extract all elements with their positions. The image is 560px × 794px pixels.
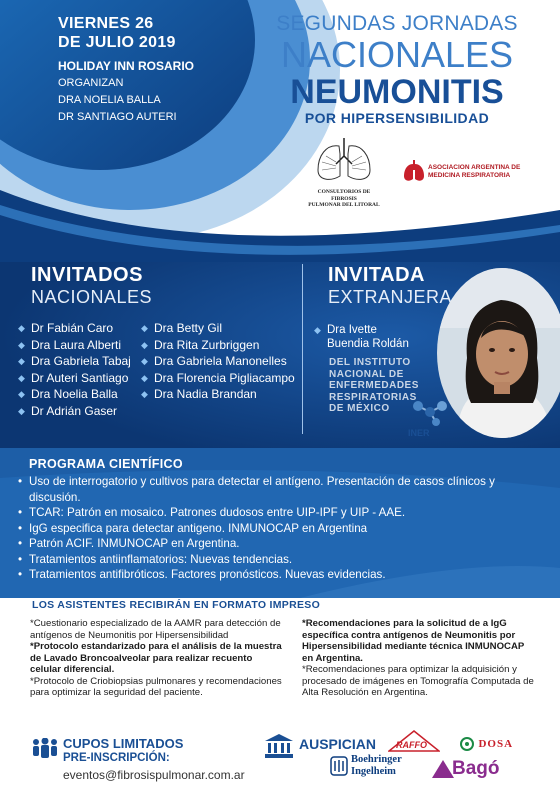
- attendees-section: [0, 598, 560, 726]
- national-guests-title: [31, 264, 152, 308]
- guest-name: ◆ Dra Rita Zurbriggen: [141, 337, 295, 354]
- program-item: • Tratamientos antifibróticos. Factores pronósticos. Nuevas evidencias.: [16, 567, 544, 583]
- guest-photo: [437, 268, 560, 438]
- event-info: [58, 14, 194, 124]
- foreign-guest-name: [314, 323, 409, 351]
- aamr-logo: [402, 160, 522, 189]
- molecule-icon: [408, 398, 454, 426]
- organizer-1: DRA NOELIA BALLA: [58, 94, 161, 106]
- fibrosis-logo-line2: PULMONAR DEL LITORAL: [308, 202, 380, 208]
- title-line2: NACIONALES: [280, 34, 514, 75]
- event-date-line2: DE JULIO 2019: [58, 34, 176, 51]
- header: [0, 0, 560, 262]
- guests-section: [0, 262, 560, 448]
- aamr-logo-line2: MEDICINA RESPIRATORIA: [428, 172, 511, 179]
- institute-line: DEL INSTITUTO: [329, 357, 411, 368]
- program-item: • IgG especifica para detectar antigeno. INMUNOCAP en Argentina: [16, 521, 544, 537]
- attendees-item: *Recomendaciones para optimizar la adquisición y procesado de imágenes en Tomografía Computada de Alta Resolución en Argentina.: [302, 664, 534, 698]
- red-lungs-icon: [402, 160, 426, 184]
- footer: [0, 726, 560, 794]
- guest-name: ◆ Dra Florencia Pigliacampo: [141, 370, 295, 387]
- boehringer-text-2: Ingelheim: [351, 766, 396, 777]
- guest-name: ◆ Dr Auteri Santiago: [18, 370, 131, 387]
- foreign-title-2: EXTRANJERA: [328, 287, 453, 307]
- guest-name: ◆ Dr Adrián Gaser: [18, 403, 131, 420]
- foreign-guest-title: [328, 264, 452, 308]
- program-item: • TCAR: Patrón en mosaico. Patrones dudosos entre UIP-IPF y UIP - AAE.: [16, 505, 544, 521]
- portrait-image: [437, 268, 560, 438]
- foreign-name-2: Buendia Roldán: [327, 338, 409, 350]
- raffo-logo: [388, 730, 440, 757]
- raffo-text: RAFFO: [396, 740, 427, 750]
- title-line1: SEGUNDAS JORNADAS: [276, 12, 518, 35]
- attendees-item: *Protocolo de Criobiopsias pulmonares y recomendaciones para optimizar la seguridad del paciente.: [30, 675, 282, 698]
- event-date-line1: VIERNES 26: [58, 15, 154, 32]
- bago-mark: [432, 760, 454, 778]
- title-line3: NEUMONITIS: [290, 73, 504, 111]
- guest-name: ◆ Dra Betty Gil: [141, 320, 295, 337]
- institute-line: NACIONAL DE: [329, 368, 404, 380]
- organizer-2: DR SANTIAGO AUTERI: [58, 111, 177, 123]
- boehringer-mark: [330, 756, 348, 776]
- attendees-item: *Recomendaciones para la solicitud de a IgG específica contra antígenos de Neumonitis por Hipersensibilidad mediante técnica INMUNOCAP en Argentina.: [302, 618, 525, 664]
- dosa-mark: [460, 737, 474, 751]
- section-divider: [302, 264, 303, 434]
- aamr-logo-text: [428, 164, 520, 180]
- title-line4: POR HIPERSENSIBILIDAD: [304, 110, 490, 126]
- foreign-guest-name-line: [314, 323, 409, 351]
- guest-name: ◆ Dra Noelia Balla: [18, 386, 131, 403]
- registration-email[interactable]: eventos@fibrosispulmonar.com.ar: [63, 768, 245, 782]
- national-title-1: INVITADOS: [31, 264, 143, 286]
- attendees-right-column: [302, 618, 534, 699]
- attendees-item: *Cuestionario especializado de la AAMR para detección de antígenos de Neumonitis por Hipersensibilidad: [30, 618, 281, 641]
- lungs-icon: [314, 136, 374, 184]
- program-item: • Uso de interrogatorio y cultivos para detectar el antígeno. Presentación de casos clínicos y discusión.: [16, 474, 544, 505]
- event-title: [272, 12, 522, 126]
- people-icon: [31, 738, 59, 764]
- aamr-logo-line1: ASOCIACION ARGENTINA DE: [428, 164, 521, 171]
- fibrosis-logo-line1: CONSULTORIOS DE FIBROSIS: [317, 189, 371, 202]
- iner-label: INER: [408, 428, 430, 438]
- institute-text: [329, 357, 419, 415]
- national-guests-col1: [18, 320, 131, 419]
- sponsors-label: AUSPICIAN: [299, 736, 377, 752]
- organize-label: ORGANIZAN: [58, 77, 124, 89]
- attendees-item: *Protocolo estandarizado para el análisis de la muestra de Lavado Broncoalveolar para realizar recuento celular diferencial.: [30, 641, 282, 675]
- dosa-text: DOSA: [478, 737, 514, 750]
- institution-icon: [265, 734, 293, 758]
- guest-name: ◆ Dr Fabián Caro: [18, 320, 131, 337]
- institute-line: DE MÉXICO: [329, 403, 390, 414]
- guest-name: ◆ Dra Laura Alberti: [18, 337, 131, 354]
- guest-name: ◆ Dra Nadia Brandan: [141, 386, 295, 403]
- institute-line: RESPIRATORIAS: [329, 391, 417, 403]
- program-item: • Tratamientos antiinflamatorios: Nuevas tendencias.: [16, 552, 544, 568]
- attendees-title: LOS ASISTENTES RECIBIRÁN EN FORMATO IMPRESO: [32, 599, 321, 611]
- pre-registration-label: PRE-INSCRIPCIÓN:: [63, 752, 170, 764]
- foreign-title-1: INVITADA: [328, 264, 425, 286]
- guest-name: ◆ Dra Gabriela Manonelles: [141, 353, 295, 370]
- boehringer-text-1: Boehringer: [351, 754, 402, 765]
- national-guests-col2: [141, 320, 295, 403]
- fibrosis-logo: [308, 136, 380, 209]
- national-title-2: NACIONALES: [31, 287, 153, 307]
- guest-name: ◆ Dra Gabriela Tabaj: [18, 353, 131, 370]
- program-section: [0, 448, 560, 598]
- bago-text: Bagó: [452, 758, 500, 779]
- institute-line: ENFERMEDADES: [329, 380, 419, 391]
- program-list: [16, 474, 544, 583]
- event-venue: HOLIDAY INN ROSARIO: [58, 59, 195, 73]
- program-title: PROGRAMA CIENTÍFICO: [29, 457, 183, 471]
- limited-spots-label: CUPOS LIMITADOS: [63, 736, 184, 751]
- dosa-logo: [460, 735, 513, 753]
- iner-logo: [408, 398, 454, 438]
- foreign-name-1: Dra Ivette: [327, 324, 377, 336]
- attendees-left-column: [30, 618, 282, 699]
- program-item: • Patrón ACIF. INMUNOCAP en Argentina.: [16, 536, 544, 552]
